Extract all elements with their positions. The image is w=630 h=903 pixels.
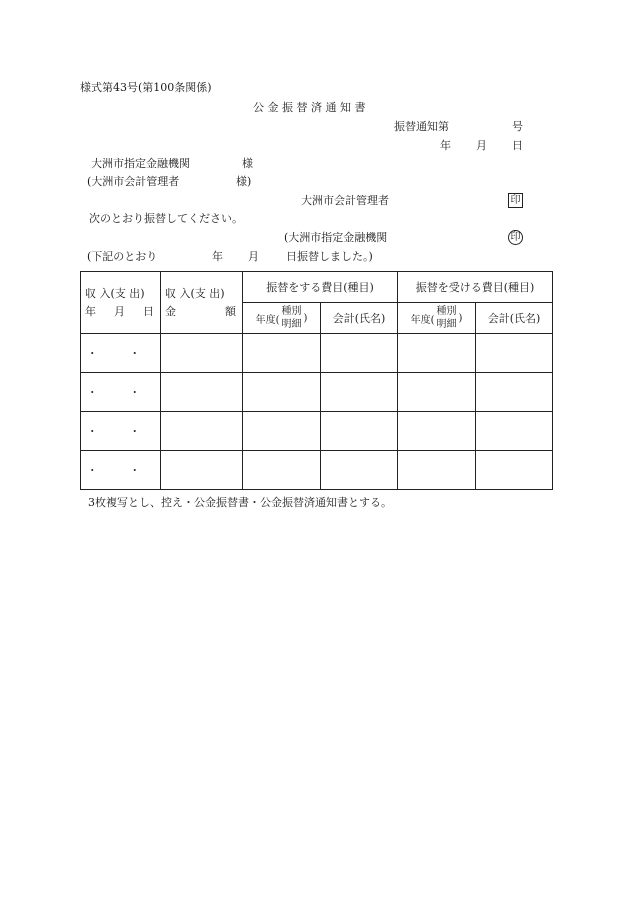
header-transfer-from: 振替をする費目(種目) (243, 272, 398, 303)
row-cell (161, 451, 243, 490)
seal-square-icon: 印 (508, 193, 523, 208)
table-row (81, 412, 553, 451)
row-cell (321, 451, 398, 490)
row-cell (398, 373, 476, 412)
completion-suffix: 日振替しました。) (286, 250, 373, 263)
row-cell (243, 373, 321, 412)
row-cell (243, 412, 321, 451)
addressee-treasurer-honorific: 様) (236, 175, 252, 188)
row-cell (398, 334, 476, 373)
table-row (81, 334, 553, 373)
row-cell (398, 412, 476, 451)
row-cell (161, 334, 243, 373)
date-month-label: 月 (476, 139, 487, 152)
table-row (81, 451, 553, 490)
notice-number-prefix: 振替通知第 (394, 120, 449, 133)
notice-number-suffix: 号 (512, 120, 523, 133)
sender-bank: (大洲市指定金融機関 (284, 231, 388, 244)
row-cell (476, 451, 553, 490)
row-cell (476, 412, 553, 451)
row-date: ・ ・ (81, 373, 161, 412)
row-date: ・ ・ (81, 451, 161, 490)
addressee-bank: 大洲市指定金融機関 (91, 157, 190, 170)
row-cell (476, 334, 553, 373)
row-cell (321, 373, 398, 412)
instruction-text: 次のとおり振替してください。 (89, 212, 243, 225)
header-date: 収 入(支 出) 年 月 日 (81, 272, 161, 334)
seal-circle-icon: 印 (508, 230, 523, 245)
completion-year: 年 (212, 250, 223, 263)
header-transfer-to: 振替を受ける費目(種目) (398, 272, 553, 303)
header-from-fiscal-year: 年度( 種別 明細 ) (243, 303, 321, 334)
row-cell (321, 334, 398, 373)
date-day-label: 日 (512, 139, 523, 152)
header-to-fiscal-year: 年度( 種別 明細 ) (398, 303, 476, 334)
date-year-label: 年 (440, 139, 451, 152)
addressee-bank-honorific: 様 (242, 157, 253, 170)
completion-month: 月 (248, 250, 259, 263)
row-date: ・ ・ (81, 334, 161, 373)
sender-treasurer: 大洲市会計管理者 (301, 194, 389, 207)
row-date: ・ ・ (81, 412, 161, 451)
row-cell (243, 451, 321, 490)
footer-note: 3枚複写とし、控え・公金振替書・公金振替済通知書とする。 (88, 496, 392, 509)
row-cell (243, 334, 321, 373)
table-row (81, 373, 553, 412)
completion-prefix: (下記のとおり (87, 250, 158, 263)
row-cell (161, 412, 243, 451)
header-to-account: 会計(氏名) (476, 303, 553, 334)
transfer-table (80, 271, 553, 490)
addressee-treasurer: (大洲市会計管理者 (87, 175, 180, 188)
form-number: 様式第43号(第100条関係) (80, 81, 212, 94)
document-title: 公 金 振 替 済 通 知 書 (253, 101, 366, 114)
row-cell (161, 373, 243, 412)
row-cell (321, 412, 398, 451)
header-amount: 収 入(支 出) 金 額 (161, 272, 243, 334)
row-cell (398, 451, 476, 490)
row-cell (476, 373, 553, 412)
header-from-account: 会計(氏名) (321, 303, 398, 334)
